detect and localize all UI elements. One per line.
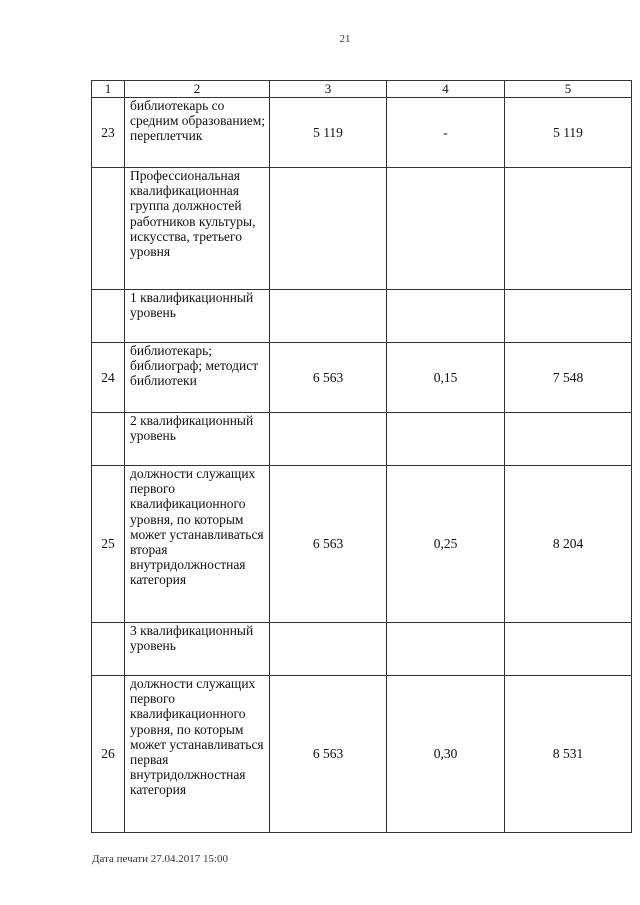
header-col-4: 4	[387, 81, 505, 98]
total-salary	[505, 623, 632, 676]
coefficient	[387, 413, 505, 466]
row-number	[92, 290, 125, 343]
level-heading: 3 квалификационный уровень	[125, 623, 270, 676]
base-salary: 6 563	[270, 466, 387, 623]
total-salary	[505, 290, 632, 343]
table-header-row	[92, 81, 632, 98]
table-row	[92, 413, 632, 466]
row-number	[92, 168, 125, 290]
base-salary: 6 563	[270, 676, 387, 833]
total-salary: 8 204	[505, 466, 632, 623]
coefficient	[387, 168, 505, 290]
total-salary: 8 531	[505, 676, 632, 833]
header-col-1: 1	[92, 81, 125, 98]
page-number: 21	[339, 33, 351, 45]
coefficient: 0,15	[387, 343, 505, 413]
level-heading: 1 квалификационный уровень	[125, 290, 270, 343]
header-col-5: 5	[505, 81, 632, 98]
group-heading: Профессиональная квалификационная группа должностей работников культуры, искусства, третьего уровня	[125, 168, 270, 290]
level-heading: 2 квалификационный уровень	[125, 413, 270, 466]
total-salary	[505, 168, 632, 290]
row-number: 23	[92, 98, 125, 168]
base-salary: 6 563	[270, 343, 387, 413]
table-row	[92, 290, 632, 343]
row-number: 24	[92, 343, 125, 413]
position-name: библиотекарь со средним образованием; переплетчик	[125, 98, 270, 168]
row-number: 25	[92, 466, 125, 623]
coefficient: 0,25	[387, 466, 505, 623]
table-row	[92, 466, 632, 623]
total-salary: 5 119	[505, 98, 632, 168]
table-row	[92, 168, 632, 290]
base-salary	[270, 168, 387, 290]
base-salary	[270, 290, 387, 343]
header-col-2: 2	[125, 81, 270, 98]
position-name: должности служащих первого квалификационного уровня, по которым может устанавливаться вторая внутридолжностная категория	[125, 466, 270, 623]
total-salary: 7 548	[505, 343, 632, 413]
table-row	[92, 98, 632, 168]
total-salary	[505, 413, 632, 466]
row-number	[92, 623, 125, 676]
salary-table	[91, 80, 632, 833]
base-salary	[270, 623, 387, 676]
table-row	[92, 623, 632, 676]
header-col-3: 3	[270, 81, 387, 98]
position-name: должности служащих первого квалификационного уровня, по которым может устанавливаться первая внутридолжностная категория	[125, 676, 270, 833]
row-number	[92, 413, 125, 466]
coefficient: 0,30	[387, 676, 505, 833]
table-row	[92, 343, 632, 413]
position-name: библиотекарь; библиограф; методист библиотеки	[125, 343, 270, 413]
print-date: Дата печати 27.04.2017 15:00	[92, 853, 229, 865]
coefficient	[387, 623, 505, 676]
coefficient	[387, 290, 505, 343]
coefficient: -	[387, 98, 505, 168]
row-number: 26	[92, 676, 125, 833]
base-salary	[270, 413, 387, 466]
table-row	[92, 676, 632, 833]
base-salary: 5 119	[270, 98, 387, 168]
